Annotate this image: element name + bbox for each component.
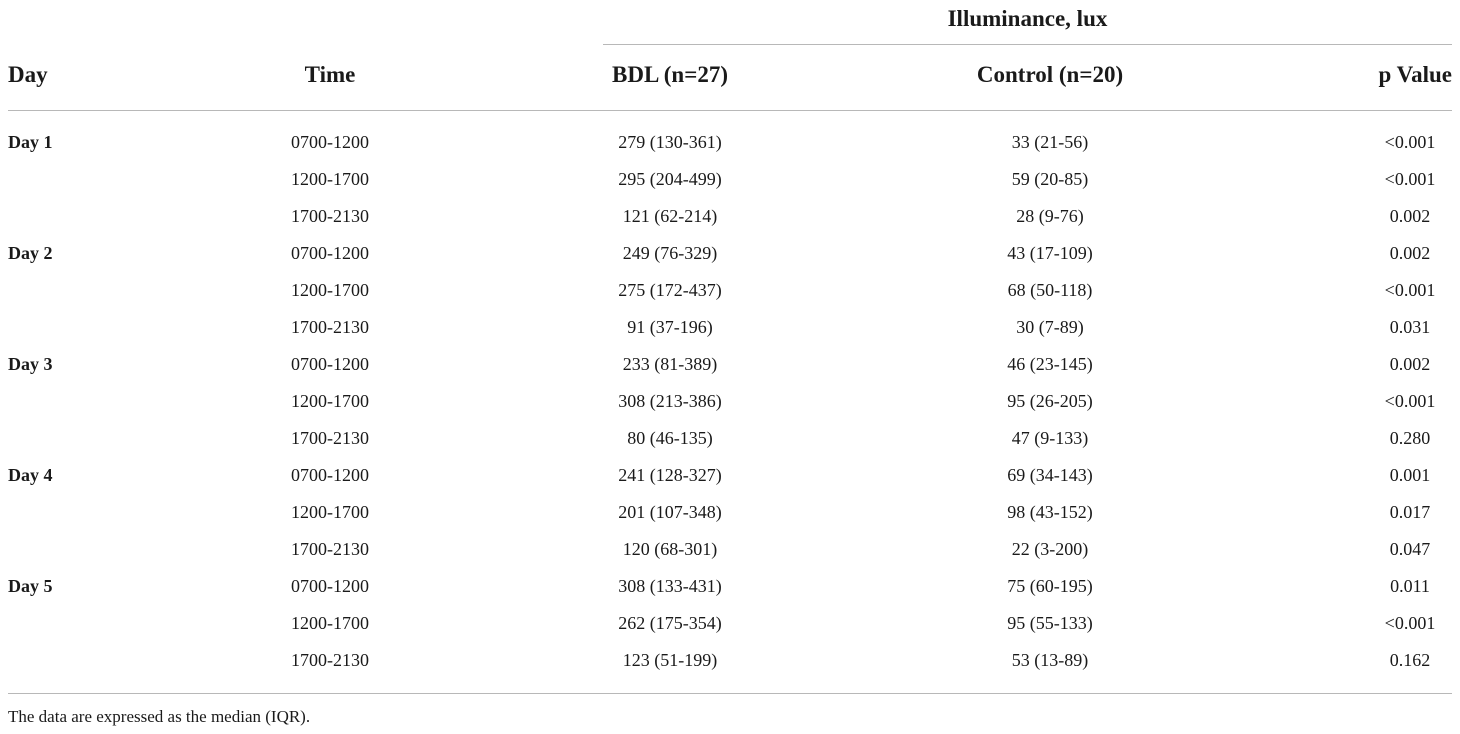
cell-time: 0700-1200 [291,465,369,485]
cell-bdl: 249 (76-329) [622,243,718,263]
column-header-control: Control (n=20) [976,62,1124,87]
column-header-bdl: BDL (n=27) [612,62,728,87]
cell-time: 1200-1700 [291,280,369,300]
footer-rule [8,693,1452,694]
cell-p-value: <0.001 [1384,280,1436,300]
table-row [0,642,1460,679]
cell-day: Day 3 [8,354,53,374]
table-row [0,198,1460,235]
header-rule [8,110,1452,111]
cell-control: 68 (50-118) [1007,280,1093,300]
cell-p-value: <0.001 [1384,169,1436,189]
table-row [0,309,1460,346]
table-row [0,457,1460,494]
cell-bdl: 201 (107-348) [618,502,722,522]
cell-p-value: 0.162 [1389,650,1431,670]
cell-control: 53 (13-89) [1011,650,1089,670]
cell-p-value: 0.047 [1389,539,1431,559]
cell-p-value: 0.031 [1389,317,1431,337]
cell-control: 47 (9-133) [1011,428,1089,448]
cell-p-value: <0.001 [1384,391,1436,411]
cell-bdl: 233 (81-389) [622,354,718,374]
cell-bdl: 121 (62-214) [622,206,718,226]
cell-control: 22 (3-200) [1011,539,1089,559]
cell-control: 98 (43-152) [1007,502,1093,522]
cell-day: Day 1 [8,132,53,152]
column-header-day: Day [8,62,48,87]
cell-time: 1200-1700 [291,502,369,522]
cell-bdl: 80 (46-135) [627,428,713,448]
cell-bdl: 275 (172-437) [618,280,722,300]
cell-control: 43 (17-109) [1007,243,1093,263]
cell-p-value: 0.002 [1389,354,1431,374]
cell-control: 33 (21-56) [1011,132,1089,152]
cell-time: 1700-2130 [291,206,369,226]
cell-p-value: 0.002 [1389,243,1431,263]
cell-bdl: 120 (68-301) [622,539,718,559]
cell-day: Day 2 [8,243,53,263]
cell-control: 30 (7-89) [1016,317,1084,337]
cell-day: Day 5 [8,576,53,596]
group-header-illuminance: Illuminance, lux [947,6,1108,31]
cell-control: 59 (20-85) [1011,169,1089,189]
cell-control: 46 (23-145) [1007,354,1093,374]
cell-time: 1200-1700 [291,169,369,189]
table-footnote: The data are expressed as the median (IQR). [8,707,311,726]
cell-bdl: 241 (128-327) [618,465,722,485]
cell-bdl: 308 (213-386) [618,391,722,411]
cell-p-value: 0.017 [1389,502,1431,522]
cell-bdl: 123 (51-199) [622,650,718,670]
cell-time: 0700-1200 [291,243,369,263]
column-header-p-value: p Value [1378,62,1452,87]
table-row [0,420,1460,457]
table-row [0,346,1460,383]
cell-p-value: 0.002 [1389,206,1431,226]
cell-time: 0700-1200 [291,132,369,152]
cell-p-value: <0.001 [1384,613,1436,633]
table-row [0,494,1460,531]
cell-p-value: 0.001 [1389,465,1431,485]
cell-time: 1700-2130 [291,317,369,337]
cell-p-value: 0.011 [1390,576,1430,596]
cell-time: 1700-2130 [291,428,369,448]
column-header-time: Time [304,62,356,87]
cell-p-value: 0.280 [1389,428,1431,448]
table-row [0,235,1460,272]
cell-time: 1700-2130 [291,539,369,559]
cell-p-value: <0.001 [1384,132,1436,152]
cell-control: 95 (55-133) [1007,613,1093,633]
group-header-rule [603,44,1452,45]
table-row [0,124,1460,161]
cell-bdl: 279 (130-361) [618,132,722,152]
table-row [0,161,1460,198]
cell-bdl: 91 (37-196) [627,317,713,337]
table-row [0,272,1460,309]
cell-time: 1200-1700 [291,391,369,411]
cell-day: Day 4 [8,465,53,485]
cell-control: 95 (26-205) [1007,391,1093,411]
cell-bdl: 262 (175-354) [618,613,722,633]
cell-time: 1700-2130 [291,650,369,670]
cell-control: 28 (9-76) [1016,206,1084,226]
cell-bdl: 295 (204-499) [618,169,722,189]
table-row [0,568,1460,605]
cell-time: 0700-1200 [291,576,369,596]
cell-control: 75 (60-195) [1007,576,1093,596]
table-body [0,124,1460,679]
cell-bdl: 308 (133-431) [618,576,722,596]
cell-time: 0700-1200 [291,354,369,374]
table-row [0,531,1460,568]
table-row [0,605,1460,642]
table-row [0,383,1460,420]
cell-control: 69 (34-143) [1007,465,1093,485]
cell-time: 1200-1700 [291,613,369,633]
